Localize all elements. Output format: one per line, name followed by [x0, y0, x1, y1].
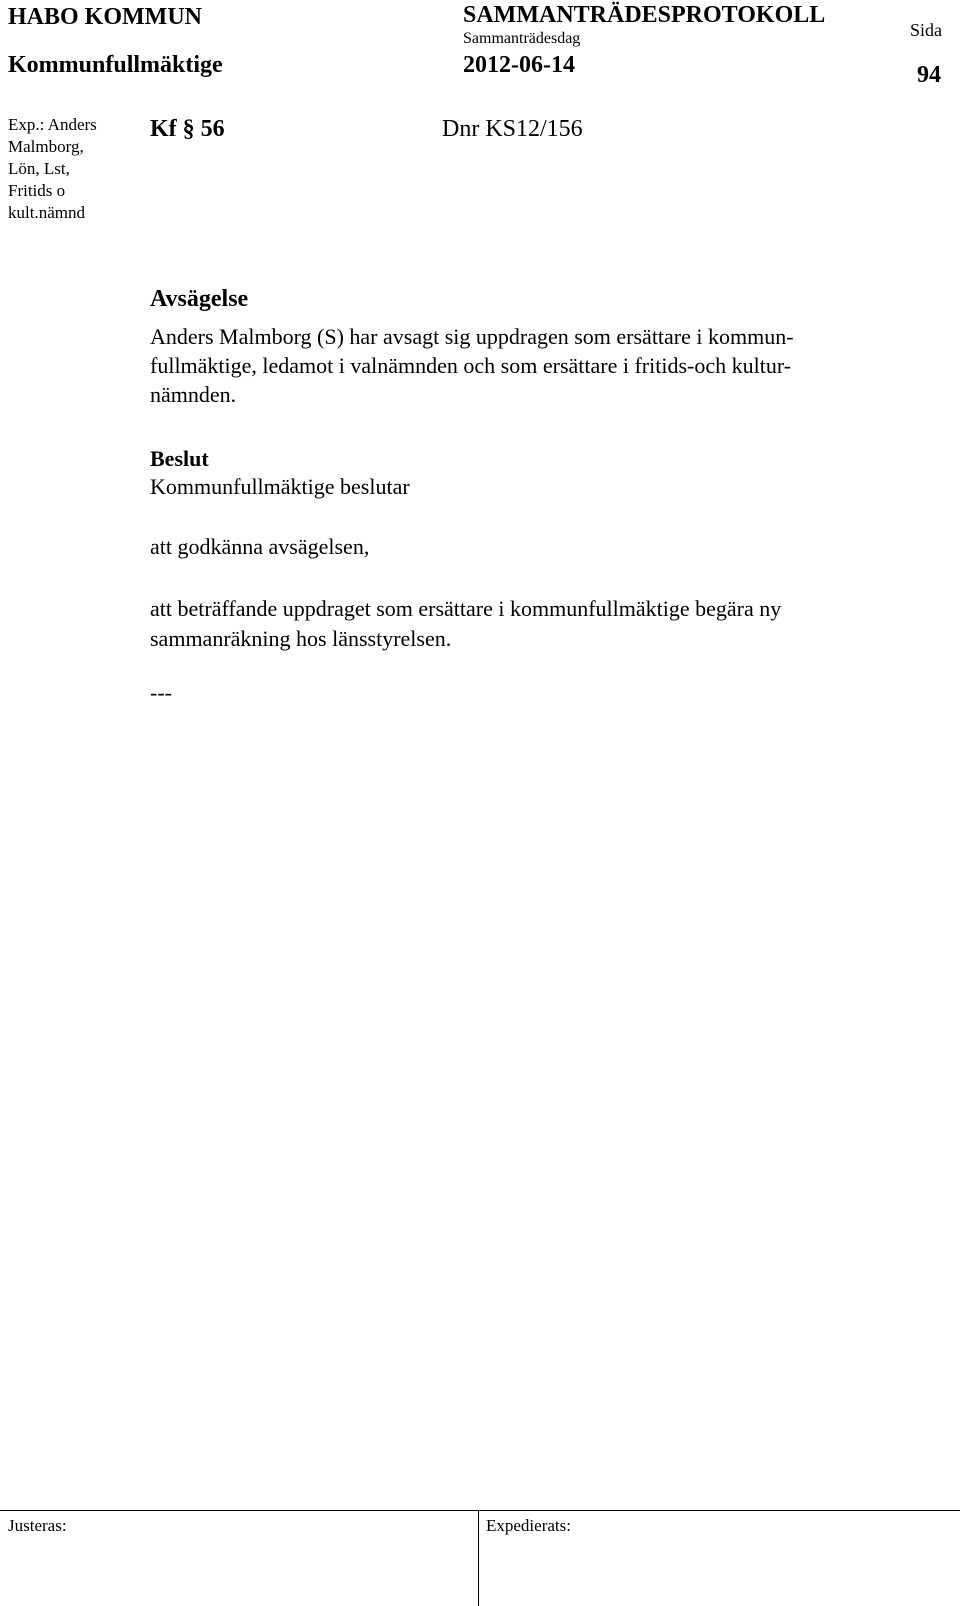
case-number: Dnr KS12/156 — [442, 116, 583, 142]
body-name: Kommunfullmäktige — [8, 52, 223, 78]
body-line: fullmäktige, ledamot i valnämnden och som ersättare i fritids-och kultur- — [150, 353, 792, 378]
organization-name: HABO KOMMUN — [8, 4, 202, 30]
meeting-date: 2012-06-14 — [463, 52, 575, 78]
footer-column-divider — [478, 1510, 479, 1606]
justeras-label: Justeras: — [8, 1516, 67, 1535]
distribution-note-line: Fritids o — [8, 181, 66, 200]
distribution-note — [8, 114, 120, 224]
distribution-note-line: Lön, Lst, — [8, 159, 70, 178]
section-heading-avsagelse: Avsägelse — [150, 286, 249, 312]
body-line: nämnden. — [150, 382, 237, 407]
distribution-note-line: Malmborg, — [8, 137, 84, 156]
body-line: Anders Malmborg (S) har avsagt sig uppdragen som ersättare i kommun- — [150, 324, 794, 349]
end-marker: --- — [150, 680, 172, 705]
body-line: sammanräkning hos länsstyrelsen. — [150, 626, 452, 651]
avsagelse-body — [150, 322, 794, 409]
expedierats-label: Expedierats: — [486, 1516, 571, 1535]
page-number: 94 — [917, 62, 941, 88]
decision-intro: Kommunfullmäktige beslutar — [150, 474, 410, 499]
footer-divider — [0, 1510, 960, 1511]
decision-clause-2 — [150, 594, 781, 654]
protocol-title: SAMMANTRÄDESPROTOKOLL — [463, 2, 826, 28]
page-label: Sida — [910, 20, 943, 40]
paragraph-number: Kf § 56 — [150, 116, 225, 142]
body-line: att beträffande uppdraget som ersättare i kommunfullmäktige begära ny — [150, 596, 782, 621]
section-heading-beslut: Beslut — [150, 446, 209, 471]
distribution-note-line: Exp.: Anders — [8, 115, 97, 134]
meeting-date-label: Sammanträdesdag — [463, 30, 581, 47]
decision-clause-1: att godkänna avsägelsen, — [150, 534, 370, 559]
distribution-note-line: kult.nämnd — [8, 203, 85, 222]
